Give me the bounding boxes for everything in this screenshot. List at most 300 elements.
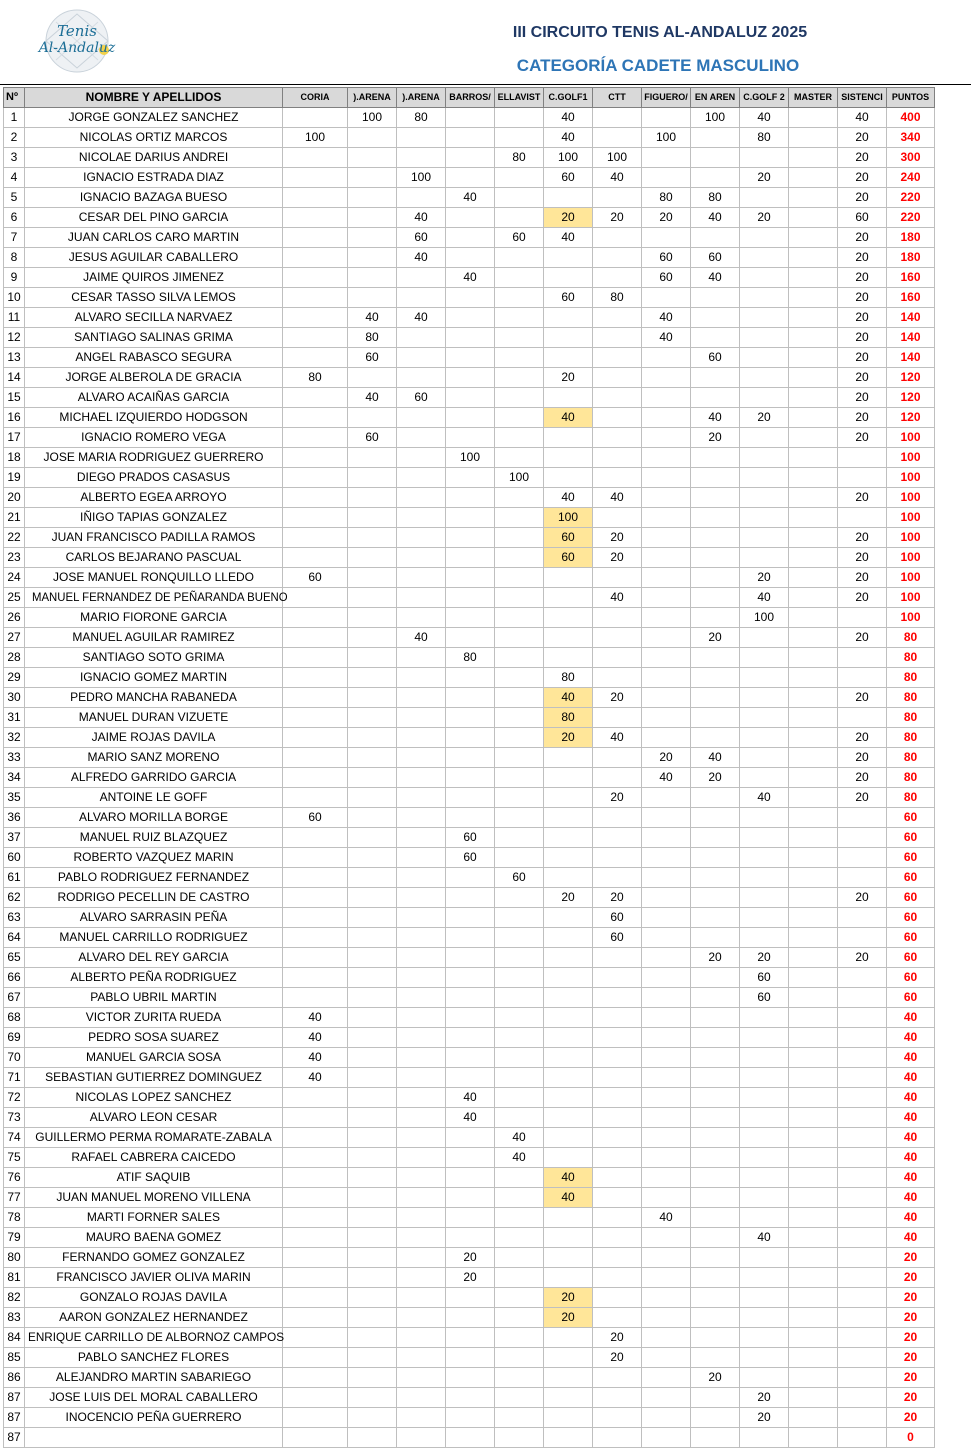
table-row	[4, 548, 935, 568]
score-cell	[691, 728, 740, 748]
score-cell	[740, 308, 789, 328]
player-name: SEBASTIAN GUTIERREZ DOMINGUEZ	[45, 1070, 262, 1084]
score-cell	[348, 568, 397, 588]
score-cell: 40	[348, 388, 397, 408]
table-row	[4, 188, 935, 208]
score-cell	[544, 1368, 593, 1388]
score-cell: 20	[838, 548, 887, 568]
score-cell	[283, 888, 348, 908]
player-name: MANUEL GARCIA SOSA	[86, 1050, 221, 1064]
player-name: MARIO SANZ MORENO	[87, 750, 220, 764]
score-cell	[446, 468, 495, 488]
score-cell	[283, 468, 348, 488]
score-cell	[740, 828, 789, 848]
score-cell	[348, 268, 397, 288]
score-cell	[838, 1148, 887, 1168]
score-cell	[691, 708, 740, 728]
score-cell: 40	[838, 108, 887, 128]
score-cell	[544, 1388, 593, 1408]
score-cell	[397, 708, 446, 728]
score-cell: 20	[446, 1268, 495, 1288]
rank-cell: 18	[4, 448, 25, 468]
total-points-cell: 60	[887, 988, 935, 1008]
score-cell	[789, 1428, 838, 1448]
score-cell	[446, 408, 495, 428]
score-cell	[740, 928, 789, 948]
score-cell: 20	[740, 168, 789, 188]
score-cell	[397, 1268, 446, 1288]
score-cell	[495, 648, 544, 668]
score-cell	[593, 1068, 642, 1088]
score-cell	[642, 1168, 691, 1188]
table-row	[4, 848, 935, 868]
player-name-cell	[25, 808, 283, 828]
total-points-cell: 100	[887, 608, 935, 628]
score-cell: 20	[838, 568, 887, 588]
score-cell	[397, 1008, 446, 1028]
score-cell	[740, 848, 789, 868]
score-cell	[397, 328, 446, 348]
player-name: JESUS AGUILAR CABALLERO	[68, 250, 239, 264]
total-points-cell: 20	[887, 1268, 935, 1288]
score-cell	[348, 748, 397, 768]
score-cell	[397, 1408, 446, 1428]
score-cell	[495, 748, 544, 768]
player-name-cell	[25, 288, 283, 308]
score-cell	[642, 1268, 691, 1288]
score-cell	[740, 768, 789, 788]
score-cell	[691, 888, 740, 908]
score-cell: 80	[740, 128, 789, 148]
score-cell	[691, 1188, 740, 1208]
total-points-cell: 120	[887, 368, 935, 388]
rank-cell: 1	[4, 108, 25, 128]
score-cell	[593, 428, 642, 448]
total-points-cell: 100	[887, 428, 935, 448]
player-name: ALVARO ACAIÑAS GARCIA	[77, 390, 230, 404]
score-cell	[691, 1348, 740, 1368]
score-cell	[446, 1388, 495, 1408]
score-cell	[348, 688, 397, 708]
score-cell	[348, 1388, 397, 1408]
score-cell	[691, 1288, 740, 1308]
score-cell	[593, 848, 642, 868]
score-cell	[691, 668, 740, 688]
score-cell	[593, 948, 642, 968]
score-cell	[789, 228, 838, 248]
table-row	[4, 1168, 935, 1188]
score-cell: 40	[691, 748, 740, 768]
score-cell	[283, 228, 348, 248]
score-cell	[593, 628, 642, 648]
score-cell: 80	[544, 708, 593, 728]
table-row	[4, 468, 935, 488]
score-cell	[446, 1048, 495, 1068]
score-cell	[642, 148, 691, 168]
score-cell	[593, 348, 642, 368]
score-cell	[348, 1148, 397, 1168]
score-cell	[789, 1308, 838, 1328]
score-cell	[691, 168, 740, 188]
score-cell	[789, 888, 838, 908]
score-cell	[593, 408, 642, 428]
player-name: JORGE GONZALEZ SANCHEZ	[68, 110, 239, 124]
score-cell	[642, 108, 691, 128]
score-cell	[397, 748, 446, 768]
score-cell	[544, 628, 593, 648]
rank-cell: 13	[4, 348, 25, 368]
score-cell	[397, 268, 446, 288]
rank-cell: 22	[4, 528, 25, 548]
total-points-cell: 60	[887, 948, 935, 968]
score-cell: 20	[544, 888, 593, 908]
score-cell	[397, 348, 446, 368]
score-cell	[593, 1028, 642, 1048]
score-cell	[593, 828, 642, 848]
score-cell	[446, 948, 495, 968]
score-cell	[740, 248, 789, 268]
score-cell: 40	[544, 1168, 593, 1188]
score-cell	[397, 668, 446, 688]
score-cell	[397, 368, 446, 388]
score-cell	[348, 1268, 397, 1288]
score-cell: 60	[397, 388, 446, 408]
score-cell: 40	[397, 628, 446, 648]
score-cell	[348, 1368, 397, 1388]
player-name: FERNANDO GOMEZ GONZALEZ	[62, 1250, 245, 1264]
score-cell	[691, 1388, 740, 1408]
score-cell	[789, 808, 838, 828]
score-cell	[593, 268, 642, 288]
score-cell	[642, 468, 691, 488]
total-points-cell: 100	[887, 568, 935, 588]
score-cell	[397, 828, 446, 848]
score-cell	[446, 1328, 495, 1348]
player-name-cell	[25, 768, 283, 788]
score-cell	[593, 1308, 642, 1328]
rank-cell: 87	[4, 1428, 25, 1448]
player-name-cell	[25, 708, 283, 728]
score-cell	[740, 1188, 789, 1208]
score-cell: 20	[446, 1248, 495, 1268]
score-cell	[789, 308, 838, 328]
score-cell	[397, 808, 446, 828]
score-cell	[544, 848, 593, 868]
score-cell	[691, 1408, 740, 1428]
score-cell	[283, 408, 348, 428]
score-cell	[348, 1428, 397, 1448]
rank-cell: 28	[4, 648, 25, 668]
score-cell	[642, 608, 691, 628]
score-cell	[593, 388, 642, 408]
score-cell	[691, 128, 740, 148]
score-cell: 100	[348, 108, 397, 128]
score-cell	[283, 1148, 348, 1168]
score-cell	[544, 788, 593, 808]
score-cell	[642, 1348, 691, 1368]
score-cell	[691, 228, 740, 248]
table-row	[4, 788, 935, 808]
player-name: ANTOINE LE GOFF	[99, 790, 208, 804]
score-cell	[691, 608, 740, 628]
player-name-cell	[25, 788, 283, 808]
score-cell: 20	[838, 348, 887, 368]
score-cell	[642, 1128, 691, 1148]
score-cell: 40	[397, 208, 446, 228]
score-cell	[283, 588, 348, 608]
score-cell	[740, 508, 789, 528]
score-cell	[544, 1028, 593, 1048]
score-cell	[789, 708, 838, 728]
score-cell: 60	[348, 348, 397, 368]
score-cell	[838, 1188, 887, 1208]
score-cell	[397, 848, 446, 868]
rank-cell: 6	[4, 208, 25, 228]
player-name-cell	[25, 628, 283, 648]
total-points-cell: 40	[887, 1188, 935, 1208]
total-points-cell: 120	[887, 388, 935, 408]
score-cell	[593, 708, 642, 728]
table-row	[4, 1108, 935, 1128]
score-cell	[446, 568, 495, 588]
score-cell	[348, 988, 397, 1008]
score-cell: 100	[642, 128, 691, 148]
score-cell: 20	[740, 948, 789, 968]
rank-cell: 37	[4, 828, 25, 848]
score-cell	[691, 688, 740, 708]
score-cell	[789, 1328, 838, 1348]
table-row	[4, 1128, 935, 1148]
score-cell	[348, 588, 397, 608]
score-cell	[495, 1368, 544, 1388]
column-header: SISTENCI	[838, 88, 887, 108]
score-cell	[495, 788, 544, 808]
score-cell	[495, 828, 544, 848]
score-cell	[544, 308, 593, 328]
player-name: DIEGO PRADOS CASASUS	[76, 470, 231, 484]
total-points-cell: 180	[887, 228, 935, 248]
score-cell	[544, 248, 593, 268]
score-cell	[397, 408, 446, 428]
total-points-cell: 100	[887, 488, 935, 508]
score-cell	[283, 628, 348, 648]
rank-cell: 35	[4, 788, 25, 808]
rank-cell: 69	[4, 1028, 25, 1048]
score-cell	[838, 928, 887, 948]
rank-cell: 20	[4, 488, 25, 508]
score-cell: 20	[838, 528, 887, 548]
score-cell	[691, 648, 740, 668]
score-cell: 60	[642, 268, 691, 288]
score-cell: 40	[544, 408, 593, 428]
score-cell	[789, 548, 838, 568]
score-cell	[838, 1288, 887, 1308]
total-points-cell: 60	[887, 888, 935, 908]
score-cell	[446, 308, 495, 328]
score-cell	[446, 428, 495, 448]
score-cell: 20	[544, 728, 593, 748]
rank-cell: 21	[4, 508, 25, 528]
player-name: INOCENCIO PEÑA GUERRERO	[65, 1410, 242, 1424]
total-points-cell: 40	[887, 1208, 935, 1228]
score-cell	[593, 1368, 642, 1388]
player-name-cell	[25, 488, 283, 508]
score-cell: 20	[593, 688, 642, 708]
table-row	[4, 248, 935, 268]
score-cell	[740, 628, 789, 648]
column-header: NOMBRE Y APELLIDOS	[25, 88, 283, 108]
player-name-cell	[25, 1408, 283, 1428]
score-cell	[397, 868, 446, 888]
page-header	[0, 0, 971, 85]
score-cell	[446, 528, 495, 548]
score-cell	[283, 648, 348, 668]
score-cell	[642, 1068, 691, 1088]
table-row	[4, 1188, 935, 1208]
score-cell	[348, 1008, 397, 1028]
score-cell	[593, 1168, 642, 1188]
score-cell	[446, 1028, 495, 1048]
player-name-cell	[25, 648, 283, 668]
score-cell	[446, 608, 495, 628]
score-cell	[593, 1228, 642, 1248]
total-points-cell: 80	[887, 748, 935, 768]
score-cell	[789, 768, 838, 788]
player-name: JUAN MANUEL MORENO VILLENA	[56, 1190, 251, 1204]
score-cell	[544, 1048, 593, 1068]
score-cell	[283, 1088, 348, 1108]
score-cell: 20	[838, 288, 887, 308]
total-points-cell: 60	[887, 828, 935, 848]
score-cell	[593, 768, 642, 788]
score-cell	[740, 668, 789, 688]
player-name-cell	[25, 188, 283, 208]
rank-cell: 5	[4, 188, 25, 208]
score-cell: 60	[740, 968, 789, 988]
rank-cell: 75	[4, 1148, 25, 1168]
tenis-al-andaluz-logo	[26, 8, 128, 74]
score-cell	[495, 1308, 544, 1328]
rank-cell: 60	[4, 848, 25, 868]
table-row	[4, 828, 935, 848]
score-cell	[789, 408, 838, 428]
score-cell	[348, 708, 397, 728]
score-cell	[283, 1408, 348, 1428]
table-row	[4, 628, 935, 648]
score-cell	[544, 1348, 593, 1368]
score-cell	[593, 1388, 642, 1408]
score-cell	[838, 1008, 887, 1028]
score-cell: 60	[642, 248, 691, 268]
score-cell: 20	[642, 208, 691, 228]
column-header: ).ARENA	[397, 88, 446, 108]
score-cell: 100	[544, 148, 593, 168]
player-name-cell	[25, 828, 283, 848]
score-cell	[397, 728, 446, 748]
table-row	[4, 148, 935, 168]
player-name-cell	[25, 848, 283, 868]
score-cell	[348, 728, 397, 748]
player-name-cell	[25, 1108, 283, 1128]
player-name-cell	[25, 1128, 283, 1148]
score-cell	[283, 428, 348, 448]
score-cell: 20	[838, 148, 887, 168]
score-cell	[691, 488, 740, 508]
score-cell	[446, 788, 495, 808]
score-cell	[789, 748, 838, 768]
score-cell	[446, 688, 495, 708]
player-name: ALVARO SARRASIN PEÑA	[79, 910, 228, 924]
rank-cell: 7	[4, 228, 25, 248]
score-cell	[348, 948, 397, 968]
score-cell: 20	[838, 408, 887, 428]
player-name-cell	[25, 1308, 283, 1328]
score-cell: 40	[593, 488, 642, 508]
score-cell	[789, 1228, 838, 1248]
score-cell	[495, 588, 544, 608]
score-cell	[789, 508, 838, 528]
score-cell	[544, 608, 593, 628]
score-cell	[283, 968, 348, 988]
score-cell	[789, 688, 838, 708]
table-row	[4, 348, 935, 368]
score-cell	[283, 308, 348, 328]
score-cell	[740, 1428, 789, 1448]
score-cell	[348, 628, 397, 648]
score-cell: 20	[838, 748, 887, 768]
score-cell	[397, 468, 446, 488]
score-cell	[544, 908, 593, 928]
score-cell	[593, 1248, 642, 1268]
score-cell	[691, 1088, 740, 1108]
total-points-cell: 20	[887, 1308, 935, 1328]
score-cell	[642, 628, 691, 648]
score-cell: 40	[397, 248, 446, 268]
score-cell	[348, 768, 397, 788]
score-cell	[495, 968, 544, 988]
score-cell	[446, 1148, 495, 1168]
score-cell	[789, 1028, 838, 1048]
score-cell	[740, 1048, 789, 1068]
rank-cell: 84	[4, 1328, 25, 1348]
total-points-cell: 240	[887, 168, 935, 188]
score-cell: 40	[446, 268, 495, 288]
total-points-cell: 40	[887, 1088, 935, 1108]
rank-cell: 86	[4, 1368, 25, 1388]
score-cell	[740, 1068, 789, 1088]
score-cell	[740, 468, 789, 488]
score-cell	[283, 1248, 348, 1268]
score-cell	[838, 1268, 887, 1288]
score-cell: 100	[495, 468, 544, 488]
player-name: ALBERTO PEÑA RODRIGUEZ	[70, 970, 237, 984]
total-points-cell: 60	[887, 968, 935, 988]
score-cell	[348, 848, 397, 868]
score-cell	[348, 368, 397, 388]
rank-cell: 78	[4, 1208, 25, 1228]
score-cell	[446, 1368, 495, 1388]
score-cell	[740, 648, 789, 668]
score-cell	[789, 168, 838, 188]
rank-cell: 68	[4, 1008, 25, 1028]
table-row	[4, 448, 935, 468]
column-header: C.GOLF1	[544, 88, 593, 108]
score-cell	[789, 1108, 838, 1128]
player-name: MARIO FIORONE GARCIA	[80, 610, 227, 624]
player-name: ROBERTO VAZQUEZ MARIN	[73, 850, 234, 864]
score-cell	[495, 1268, 544, 1288]
score-cell	[691, 148, 740, 168]
